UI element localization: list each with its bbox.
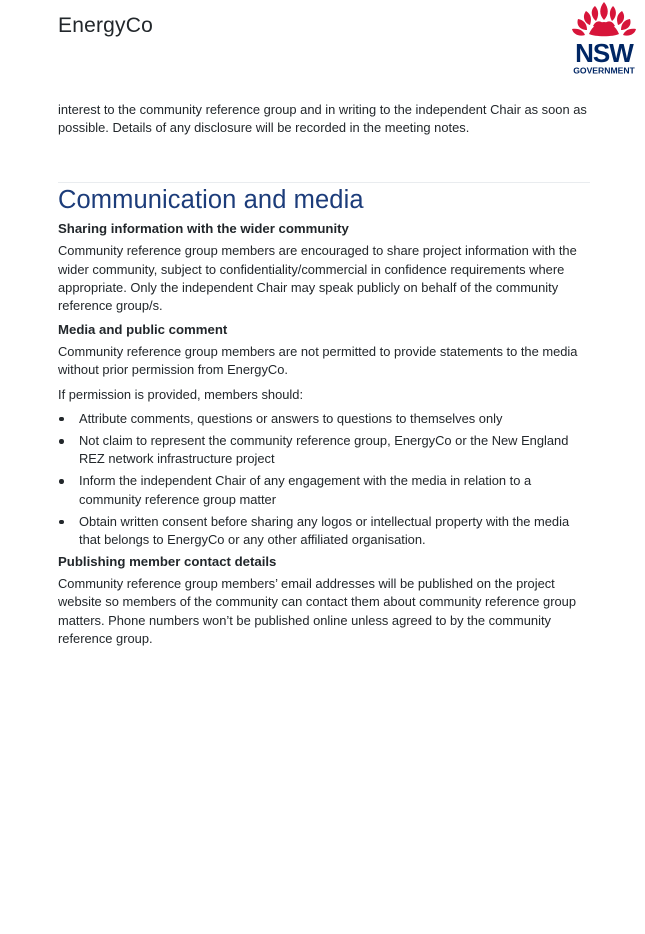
- media-bullet-list: [58, 410, 590, 549]
- logo-nsw-text: NSW: [575, 38, 633, 68]
- bullet-icon: [59, 479, 64, 484]
- bullet-icon: [59, 417, 64, 422]
- bullet-icon: [59, 439, 64, 444]
- list-item: [58, 410, 590, 428]
- bullet-text: Not claim to represent the community reference group, EnergyCo or the New England REZ network infrastructure project: [79, 433, 569, 467]
- document-body: [58, 101, 590, 648]
- section-divider: [58, 182, 590, 183]
- sharing-paragraph: Community reference group members are encouraged to share project information with the wider community, subject to confidentiality/commercial in confidence requirements where appropriate. Only the independent Chair may speak publicly on behalf of the community reference group/s.: [58, 243, 577, 314]
- waratah-flower-icon: [572, 2, 636, 36]
- publishing-paragraph: Community reference group members’ email addresses will be published on the project website so members of the community can contact them about community reference group matters. Phone numbers won’t be published online unless agreed to by the community reference group.: [58, 576, 577, 646]
- section-heading: Communication and media: [58, 186, 364, 215]
- media-lead-paragraph: If permission is provided, members should:: [58, 386, 304, 402]
- nsw-government-logo: [566, 0, 642, 78]
- logo-government-text: GOVERNMENT: [573, 65, 635, 76]
- publishing-subheading: Publishing member contact details: [58, 554, 277, 570]
- sharing-subheading: Sharing information with the wider community: [58, 221, 349, 237]
- media-paragraph: Community reference group members are not permitted to provide statements to the media without prior permission from EnergyCo.: [58, 344, 578, 378]
- list-item: [58, 513, 590, 549]
- list-item: [58, 432, 590, 468]
- intro-paragraph: interest to the community reference group and in writing to the independent Chair as soon as possible. Details of any disclosure will be recorded in the meeting notes.: [58, 102, 587, 136]
- bullet-text: Obtain written consent before sharing any logos or intellectual property with the media that belongs to EnergyCo or any other affiliated organisation.: [79, 513, 570, 548]
- bullet-icon: [59, 520, 64, 525]
- list-item: [58, 472, 590, 508]
- brand-name: EnergyCo: [58, 14, 153, 37]
- bullet-text: Attribute comments, questions or answers to questions to themselves only: [79, 410, 503, 426]
- media-subheading: Media and public comment: [58, 322, 228, 338]
- bullet-text: Inform the independent Chair of any engagement with the media in relation to a community reference group matter: [79, 473, 532, 507]
